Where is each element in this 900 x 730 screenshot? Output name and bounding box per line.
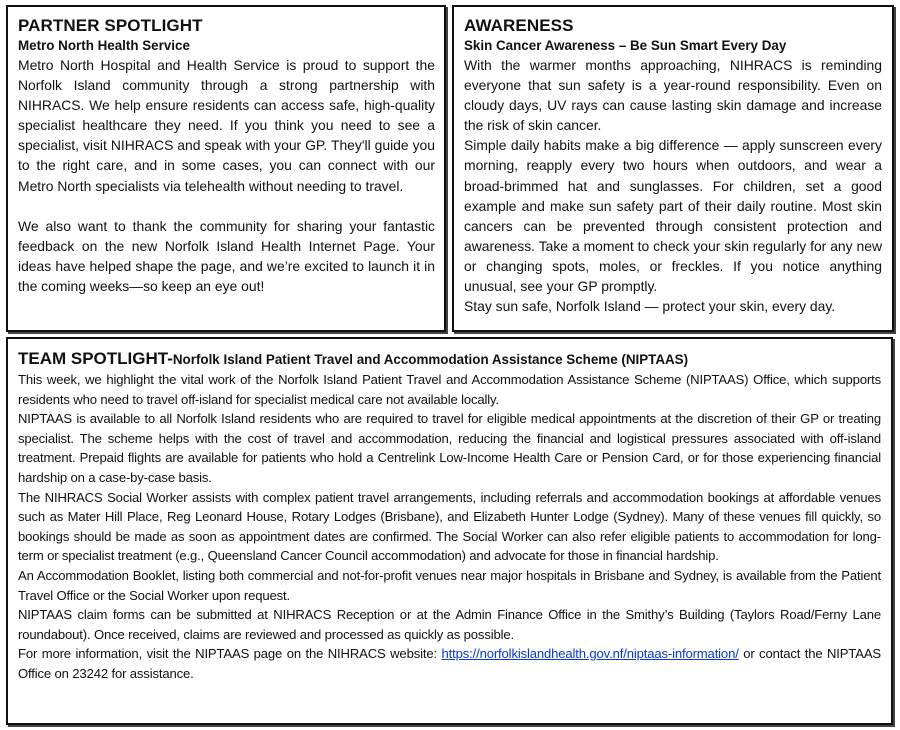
awareness-panel	[452, 5, 894, 332]
team-spotlight-paragraph: The NIHRACS Social Worker assists with complex patient travel arrangements, including referrals and accommodation bookings at affordable venues such as Mater Hill Place, Reg Leonard House, Rotary Lodges (Brisbane), and Elizabeth Hunter Lodge (Sydney). Many of these venues fill quickly, so bookings should be made as soon as appointment dates are confirmed. The Social Worker can also refer eligible patients to accommodation for long-term or specialist treatment (e.g., Queensland Cancer Council accommodation) and advocate for those in financial hardship.	[18, 489, 881, 564]
partner-spotlight-paragraph: We also want to thank the community for sharing your fantastic feedback on the new Norfolk Island Health Internet Page. Your ideas have helped shape the page, and we’re excited to launch it in the coming weeks—so keep an eye out!	[18, 217, 435, 294]
awareness-subheading: Skin Cancer Awareness – Be Sun Smart Every Day	[464, 38, 787, 53]
team-spotlight-contact-paragraph	[18, 644, 881, 683]
niptaas-info-link[interactable]: https://norfolkislandhealth.gov.nf/niptaas-information/	[441, 646, 739, 662]
partner-spotlight-heading: PARTNER SPOTLIGHT	[18, 16, 203, 35]
team-spotlight-heading	[18, 348, 881, 370]
team-spotlight-paragraph: This week, we highlight the vital work of the Norfolk Island Patient Travel and Accommodation Assistance Scheme (NIPTAAS) Office, which supports residents who need to travel off-island for specialist medical care not available locally.	[18, 372, 881, 407]
team-spotlight-paragraph: NIPTAAS is available to all Norfolk Island residents who are required to travel for eligible medical appointments at the discretion of their GP or treating specialist. The scheme helps with the cost of travel and accommodation, reducing the financial and logistical pressures associated with off-island treatment. Prepaid flights are available for patients who hold a Centrelink Low-Income Health Care or Pension Card, or for those experiencing financial hardship on a case-by-case basis.	[18, 411, 881, 485]
partner-spotlight-panel	[6, 5, 446, 332]
team-spotlight-title: TEAM SPOTLIGHT-	[18, 349, 173, 368]
team-spotlight-panel	[6, 337, 893, 725]
awareness-paragraph: Stay sun safe, Norfolk Island — protect your skin, every day.	[464, 298, 836, 315]
partner-spotlight-subheading: Metro North Health Service	[18, 38, 190, 53]
contact-text-after-link: or contact the NIPTAAS Office on 23242 for assistance.	[18, 646, 881, 681]
contact-text-before-link: For more information, visit the NIPTAAS page on the NIHRACS website:	[18, 646, 442, 662]
partner-spotlight-paragraph: Metro North Hospital and Health Service is proud to support the Norfolk Island community through a strong partnership with NIHRACS. We help ensure residents can access safe, high-quality specialist healthcare they need. If you think you need to see a specialist, visit NIHRACS and speak with your GP. They'll guide you to the right care, and in some cases, you can connect with our Metro North specialists via telehealth without needing to travel.	[18, 57, 435, 194]
paragraph-spacer	[18, 196, 435, 216]
team-spotlight-paragraph: NIPTAAS claim forms can be submitted at NIHRACS Reception or at the Admin Finance Office in the Smithy’s Building (Taylors Road/Ferny Lane roundabout). Once received, claims are reviewed and processed as quickly as possible.	[18, 607, 881, 642]
team-spotlight-subheading: Norfolk Island Patient Travel and Accommodation Assistance Scheme (NIPTAAS)	[172, 352, 689, 367]
awareness-heading: AWARENESS	[464, 16, 574, 35]
team-spotlight-paragraph: An Accommodation Booklet, listing both commercial and not-for-profit venues near major hospitals in Brisbane and Sydney, is available from the Patient Travel Office or the Social Worker upon request.	[18, 567, 881, 603]
awareness-paragraph: With the warmer months approaching, NIHRACS is reminding everyone that sun safety is a year-round responsibility. Even on cloudy days, UV rays can cause lasting skin damage and increase the risk of skin cancer.	[464, 57, 882, 134]
awareness-paragraph: Simple daily habits make a big difference — apply sunscreen every morning, reapply every two hours when outdoors, and wear a broad-brimmed hat and sunglasses. For children, set a good example and make sun safety part of their daily routine. Most skin cancers can be prevented through consistent protection and awareness. Take a moment to check your skin regularly for any new or changing spots, moles, or freckles. If you notice anything unusual, see your GP promptly.	[464, 137, 882, 295]
